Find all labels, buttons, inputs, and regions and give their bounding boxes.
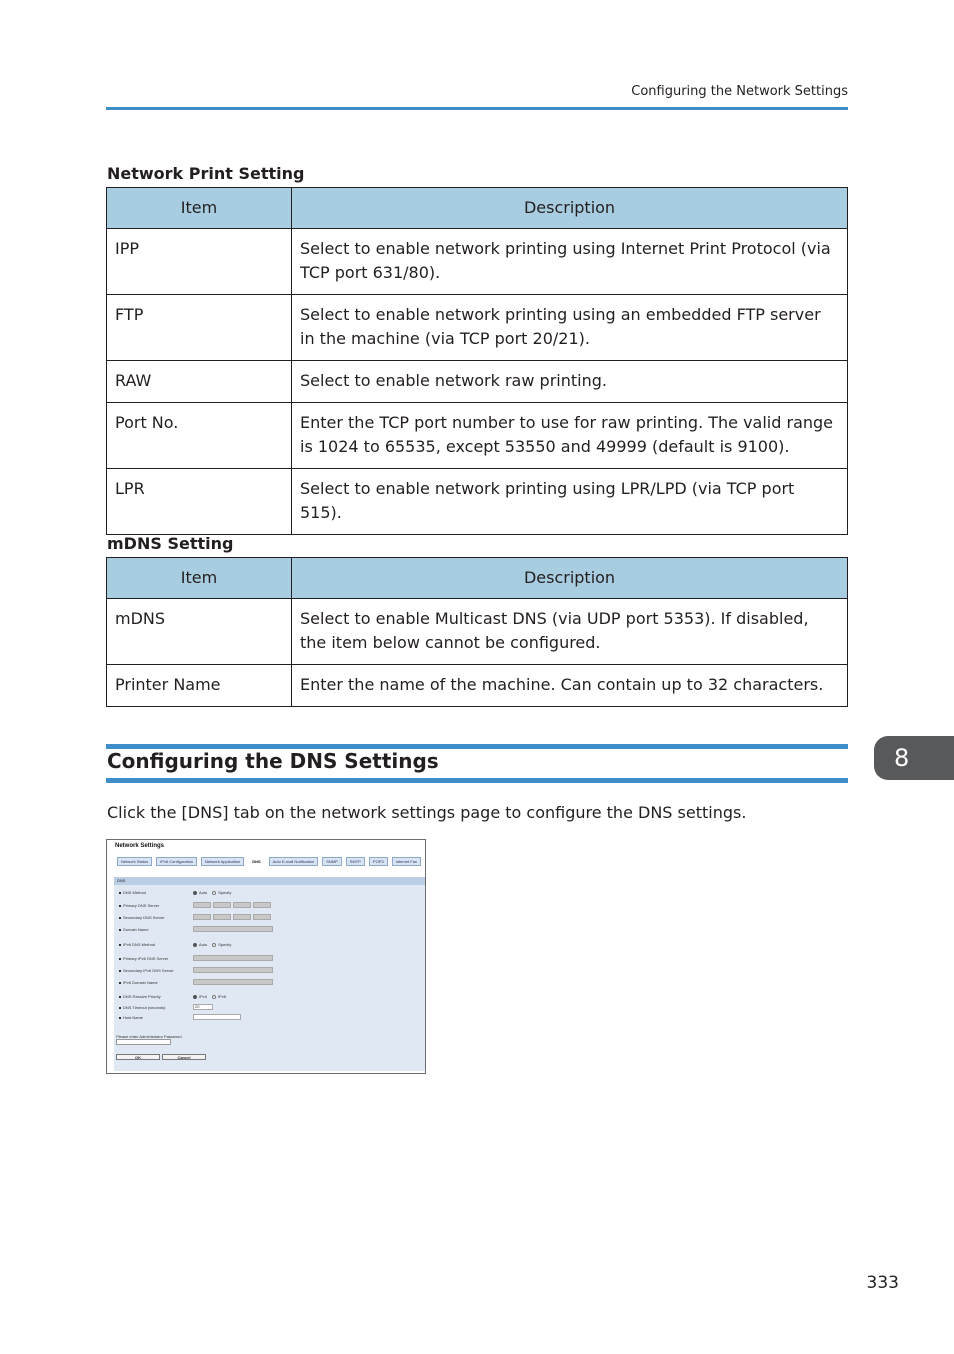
secondary-dns-octet-1[interactable] xyxy=(193,914,211,920)
ipv6-dns-method-label: IPv6 DNS Method xyxy=(123,942,156,947)
password-field[interactable] xyxy=(116,1039,171,1045)
chapter-tab: 8 xyxy=(874,736,954,780)
dns-method-row xyxy=(119,890,236,895)
item-cell: Port No. xyxy=(107,403,292,469)
mdns-table xyxy=(106,557,848,707)
item-cell: RAW xyxy=(107,361,292,403)
primary-dns-octet-4[interactable] xyxy=(253,902,271,908)
specify-label: Specify xyxy=(218,942,232,947)
ipv6-domain-name-field[interactable] xyxy=(193,979,273,985)
auto-label: Auto xyxy=(199,890,208,895)
dns-settings-screenshot xyxy=(106,839,426,1074)
secondary-ipv6-dns-field[interactable] xyxy=(193,967,273,973)
network-print-table xyxy=(106,187,848,535)
domain-name-label: Domain Name xyxy=(123,926,149,932)
tab-internet-fax[interactable]: Internet Fax xyxy=(392,857,421,866)
item-cell: IPP xyxy=(107,229,292,295)
tab-auto-email-notification[interactable]: Auto E-mail Notification xyxy=(269,857,319,866)
item-cell: LPR xyxy=(107,469,292,535)
panel-title: DNS xyxy=(114,877,425,885)
description-cell: Enter the TCP port number to use for raw printing. The valid range is 1024 to 65535, except 53550 and 49999 (default is 9100). xyxy=(292,403,848,469)
priority-ipv4-radio[interactable] xyxy=(193,995,197,999)
primary-dns-octet-1[interactable] xyxy=(193,902,211,908)
dns-method-label: DNS Method xyxy=(123,890,146,895)
page-number: 333 xyxy=(866,1273,899,1293)
table-row xyxy=(107,361,848,403)
description-cell: Select to enable Multicast DNS (via UDP port 5353). If disabled, the item below cannot be configured. xyxy=(292,599,848,665)
dns-method-auto-radio[interactable] xyxy=(193,891,197,895)
priority-ipv6-radio[interactable] xyxy=(212,995,216,999)
table-row xyxy=(107,403,848,469)
table-row xyxy=(107,295,848,361)
item-cell: Printer Name xyxy=(107,665,292,707)
column-header-description: Description xyxy=(292,188,848,229)
primary-ipv6-dns-label: Primary IPv6 DNS Server xyxy=(123,955,169,961)
tab-network-status[interactable]: Network Status xyxy=(117,857,152,866)
primary-dns-octet-3[interactable] xyxy=(233,902,251,908)
timeout-row xyxy=(119,1004,215,1010)
column-header-item: Item xyxy=(107,188,292,229)
primary-dns-octet-2[interactable] xyxy=(213,902,231,908)
domain-name-row xyxy=(119,926,275,932)
screenshot-title: Network Settings xyxy=(115,843,165,849)
domain-name-field[interactable] xyxy=(193,926,273,932)
description-cell: Select to enable network printing using LPR/LPD (via TCP port 515). xyxy=(292,469,848,535)
table-row xyxy=(107,229,848,295)
column-header-description: Description xyxy=(292,558,848,599)
host-name-row xyxy=(119,1014,243,1020)
running-header: Configuring the Network Settings xyxy=(631,84,848,99)
secondary-dns-octet-3[interactable] xyxy=(233,914,251,920)
secondary-dns-octet-2[interactable] xyxy=(213,914,231,920)
ipv6-domain-name-label: IPv6 Domain Name xyxy=(123,979,158,985)
host-name-label: Host Name xyxy=(123,1014,144,1020)
tab-network-application[interactable]: Network Application xyxy=(201,857,244,866)
dns-method-specify-radio[interactable] xyxy=(212,891,216,895)
resolve-priority-row xyxy=(119,994,231,999)
specify-label: Specify xyxy=(218,890,232,895)
secondary-dns-row xyxy=(119,914,273,920)
secondary-dns-octet-4[interactable] xyxy=(253,914,271,920)
column-header-item: Item xyxy=(107,558,292,599)
timeout-label: DNS Timeout (seconds) xyxy=(123,1004,166,1010)
secondary-ipv6-dns-label: Secondary IPv6 DNS Server xyxy=(123,967,174,973)
description-cell: Select to enable network printing using an embedded FTP server in the machine (via TCP port 20/21). xyxy=(292,295,848,361)
primary-dns-label: Primary DNS Server xyxy=(123,902,160,908)
password-prompt: Please enter Administrator Password xyxy=(116,1034,182,1039)
item-cell: FTP xyxy=(107,295,292,361)
section-title: Configuring the DNS Settings xyxy=(107,749,439,773)
secondary-dns-label: Secondary DNS Server xyxy=(123,914,165,920)
item-cell: mDNS xyxy=(107,599,292,665)
table-row xyxy=(107,469,848,535)
mdns-caption: mDNS Setting xyxy=(107,534,234,553)
auto-label: Auto xyxy=(199,942,208,947)
description-cell: Enter the name of the machine. Can contain up to 32 characters. xyxy=(292,665,848,707)
secondary-ipv6-dns-row xyxy=(119,967,275,973)
table-row xyxy=(107,665,848,707)
tab-smtp[interactable]: SMTP xyxy=(346,857,365,866)
header-rule xyxy=(106,107,848,110)
tab-pop3[interactable]: POP3 xyxy=(369,857,388,866)
host-name-field[interactable] xyxy=(193,1014,241,1020)
settings-tabs xyxy=(117,857,421,866)
primary-ipv6-dns-field[interactable] xyxy=(193,955,273,961)
ipv6-dns-specify-radio[interactable] xyxy=(212,943,216,947)
ipv6-dns-auto-radio[interactable] xyxy=(193,943,197,947)
ok-button[interactable]: OK xyxy=(116,1054,160,1060)
tab-snmp[interactable]: SNMP xyxy=(322,857,342,866)
tab-ipv6-configuration[interactable]: IPv6 Configuration xyxy=(156,857,197,866)
primary-dns-row xyxy=(119,902,273,908)
ipv4-label: IPv4 xyxy=(199,994,208,999)
cancel-button[interactable]: Cancel xyxy=(162,1054,206,1060)
resolve-priority-label: DNS Resolve Priority xyxy=(123,994,161,999)
description-cell: Select to enable network printing using Internet Print Protocol (via TCP port 631/80). xyxy=(292,229,848,295)
ipv6-label: IPv6 xyxy=(218,994,227,999)
ipv6-domain-name-row xyxy=(119,979,275,985)
network-print-caption: Network Print Setting xyxy=(107,164,305,183)
section-rule-bottom xyxy=(106,778,848,783)
timeout-field[interactable]: 20 xyxy=(193,1004,213,1010)
body-paragraph: Click the [DNS] tab on the network settings page to configure the DNS settings. xyxy=(107,803,747,822)
primary-ipv6-dns-row xyxy=(119,955,275,961)
ipv6-dns-method-row xyxy=(119,942,236,947)
tab-dns[interactable]: DNS xyxy=(248,857,264,866)
description-cell: Select to enable network raw printing. xyxy=(292,361,848,403)
table-row xyxy=(107,599,848,665)
